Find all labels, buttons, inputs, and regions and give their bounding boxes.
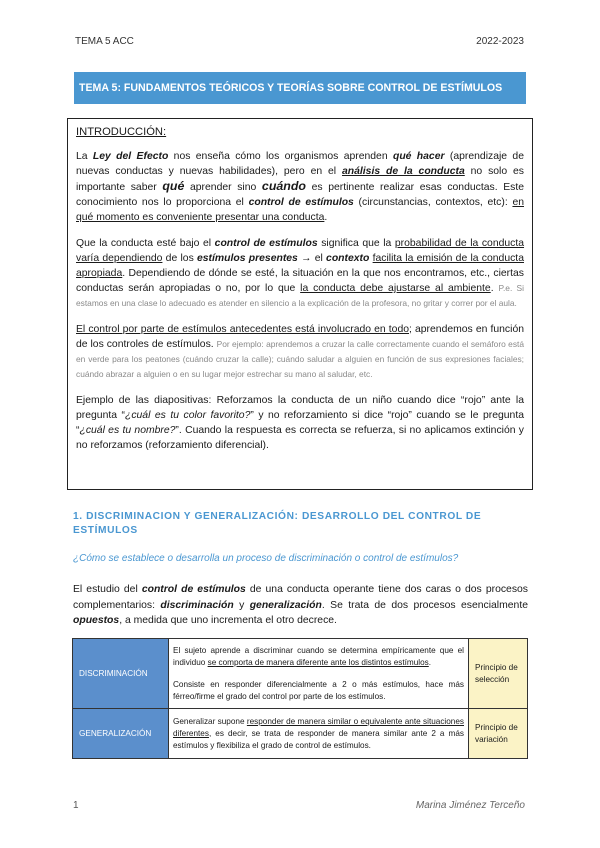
intro-heading: INTRODUCCIÓN: — [76, 126, 167, 138]
row-principle: Principio de variación — [469, 709, 528, 759]
intro-paragraph-1: La Ley del Efecto nos enseña cómo los organismos aprenden qué hacer (aprendizaje de nuevas conductas y nuevas habilidades), pero en el análisis de la conducta no solo es importante saber qué aprender sino cuándo es pertinente realizar esas conductas. Este conocimiento nos lo proporciona el control de estímulos (circunstancias, contextos, etc): en qué momento es conveniente presentar una conducta. — [76, 151, 524, 223]
section-question: ¿Cómo se establece o desarrolla un proceso de discriminación o control de estímulos? — [73, 553, 459, 564]
intro-paragraph-4: Ejemplo de las diapositivas: Reforzamos la conducta de un niño cuando dice “rojo” ante la pregunta “¿cuál es tu color favorito?” y no reforzamiento si dice “rojo” cuando se le pregunta “¿cuál es tu nombre?”. Cuando la respuesta es correcta se refuerza, si no aplicamos extinción y no reforzamos (reforzamiento diferencial). — [76, 395, 524, 451]
table-row — [73, 709, 528, 759]
row-principle: Principio de selección — [469, 639, 528, 709]
row-description: Generalizar supone responder de manera similar o equivalente ante situaciones diferentes, es decir, se trata de responder de manera similar ante 2 a más estímulos y flexibiliza el grado de control de estímulos. — [169, 709, 469, 759]
author-name: Marina Jiménez Terceño — [415, 800, 525, 811]
concepts-table — [72, 638, 528, 759]
row-label-discriminacion: DISCRIMINACIÓN — [73, 639, 169, 709]
page-number: 1 — [73, 800, 79, 811]
intro-paragraph-3: El control por parte de estímulos antecedentes está involucrado en todo; aprendemos en función de los controles de estímulos. Por ejemplo: aprendemos a cruzar la calle correctamente cuando el semáforo está en verde para los peatones (cuándo cruzar la calle); cuándo saludar a alguien en función de sus expresiones faciales; cuándo abrazar a alguien o en su lugar mejor estrechar su mano al saludar, etc. — [76, 324, 524, 379]
intro-paragraph-2: Que la conducta esté bajo el control de estímulos significa que la probabilidad de la conducta varía dependiendo de los estímulos presentes → el contexto facilita la emisión de la conducta apropiada. Dependiendo de dónde se esté, la situación en la que nos encontramos, etc., ciertas conductas serán apropiadas o no, por lo que la conducta debe ajustarse al ambiente. P.e. Si estamos en una clase lo adecuado es atender en silencio a la explicación de la profesora, no gritar y correr por el aula. — [76, 238, 525, 308]
topic-banner: TEMA 5: FUNDAMENTOS TEÓRICOS Y TEORÍAS SOBRE CONTROL DE ESTÍMULOS — [74, 72, 526, 104]
header-course: TEMA 5 ACC — [75, 36, 134, 47]
row-label-generalizacion: GENERALIZACIÓN — [73, 709, 169, 759]
header-year: 2022-2023 — [476, 36, 524, 47]
row-description: El sujeto aprende a discriminar cuando se determina empíricamente que el individuo se comporta de manera diferente ante los distintos estímulos. Consiste en responder diferencialmente a 2 o más estímulos, hace más férreo/firme el grado del control por parte de los estímulos. — [169, 639, 469, 709]
section-title: 1. DISCRIMINACION Y GENERALIZACIÓN: DESARROLLO DEL CONTROL DE ESTÍMULOS — [73, 511, 482, 536]
section-paragraph: El estudio del control de estímulos de una conducta operante tiene dos caras o dos procesos complementarios: discriminación y generalización. Se trata de dos procesos esencialmente opuestos, a medida que uno incrementa el otro decrece. — [73, 584, 528, 626]
table-row — [73, 639, 528, 709]
introduction-box — [67, 118, 533, 490]
